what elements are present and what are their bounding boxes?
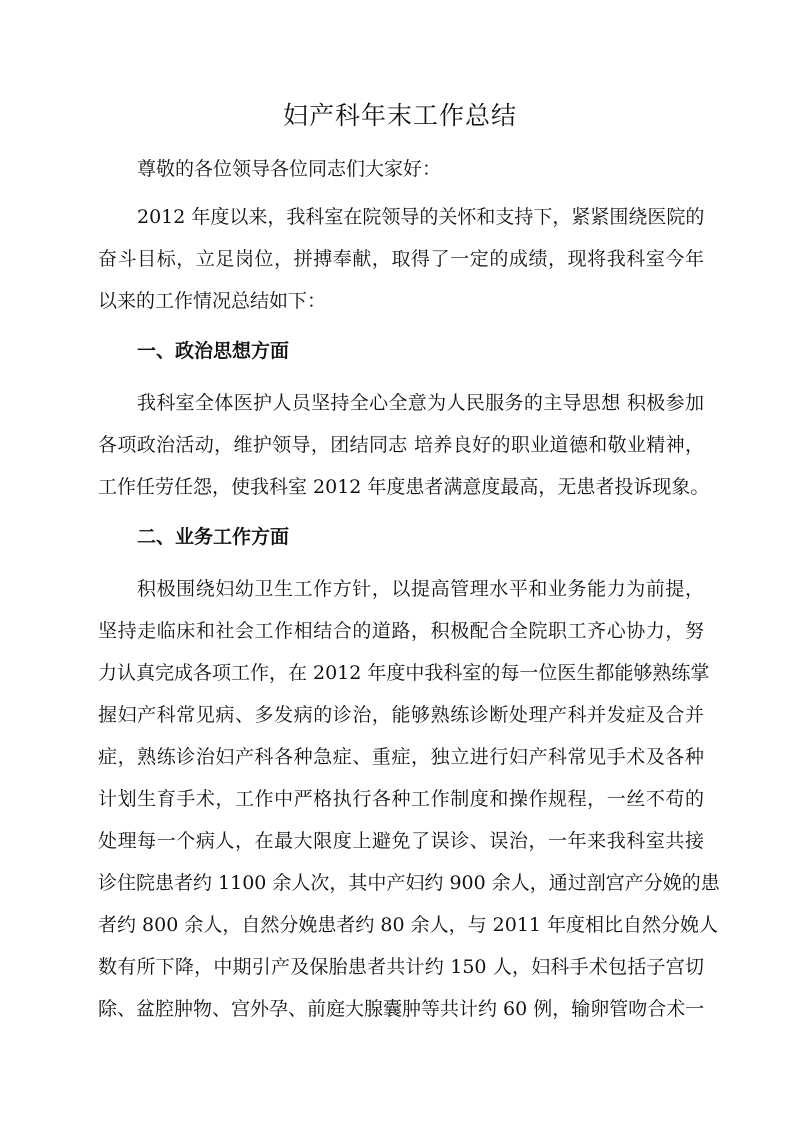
section-2-line-10: 数有所下降，中期引产及保胎患者共计约 150 人，妇科手术包括子宫切 xyxy=(98,956,704,978)
section-2-line-8: 诊住院患者约 1100 余人次，其中产妇约 900 余人，通过剖宫产分娩的患 xyxy=(98,872,720,894)
section-1-line-1: 我科室全体医护人员坚持全心全意为人民服务的主导思想 积极参加 xyxy=(137,392,704,414)
section-2-line-7: 处理每一个病人，在最大限度上避免了误诊、误治，一年来我科室共接 xyxy=(98,830,704,852)
section-2-line-2: 坚持走临床和社会工作相结合的道路，积极配合全院职工齐心协力，努 xyxy=(98,620,704,642)
section-2-heading: 二、业务工作方面 xyxy=(137,526,290,548)
greeting-line: 尊敬的各位领导各位同志们大家好： xyxy=(137,158,442,180)
intro-line-2: 奋斗目标，立足岗位，拼搏奉献，取得了一定的成绩，现将我科室今年 xyxy=(98,248,704,270)
section-2-line-11: 除、盆腔肿物、宫外孕、前庭大腺囊肿等共计约 60 例，输卵管吻合术一 xyxy=(98,998,705,1020)
section-1-line-2: 各项政治活动，维护领导，团结同志 培养良好的职业道德和敬业精神， xyxy=(98,434,704,456)
section-2-line-1: 积极围绕妇幼卫生工作方针，以提高管理水平和业务能力为前提， xyxy=(137,578,704,600)
document-title: 妇产科年末工作总结 xyxy=(282,101,517,130)
section-2-line-4: 握妇产科常见病、多发病的诊治，能够熟练诊断处理产科并发症及合并 xyxy=(98,704,704,726)
intro-line-3: 以来的工作情况总结如下： xyxy=(98,290,327,312)
section-1-heading: 一、政治思想方面 xyxy=(137,340,290,362)
section-2-line-9: 者约 800 余人，自然分娩患者约 80 余人，与 2011 年度相比自然分娩人 xyxy=(98,914,719,936)
section-2-line-3: 力认真完成各项工作，在 2012 年度中我科室的每一位医生都能够熟练掌 xyxy=(98,662,710,684)
section-2-line-6: 计划生育手术，工作中严格执行各种工作制度和操作规程，一丝不苟的 xyxy=(98,788,704,810)
section-2-line-5: 症，熟练诊治妇产科各种急症、重症，独立进行妇产科常见手术及各种 xyxy=(98,746,704,768)
section-1-line-3: 工作任劳任怨，使我科室 2012 年度患者满意度最高，无患者投诉现象。 xyxy=(98,476,710,498)
intro-line-1: 2012 年度以来，我科室在院领导的关怀和支持下，紧紧围绕医院的 xyxy=(137,206,705,228)
